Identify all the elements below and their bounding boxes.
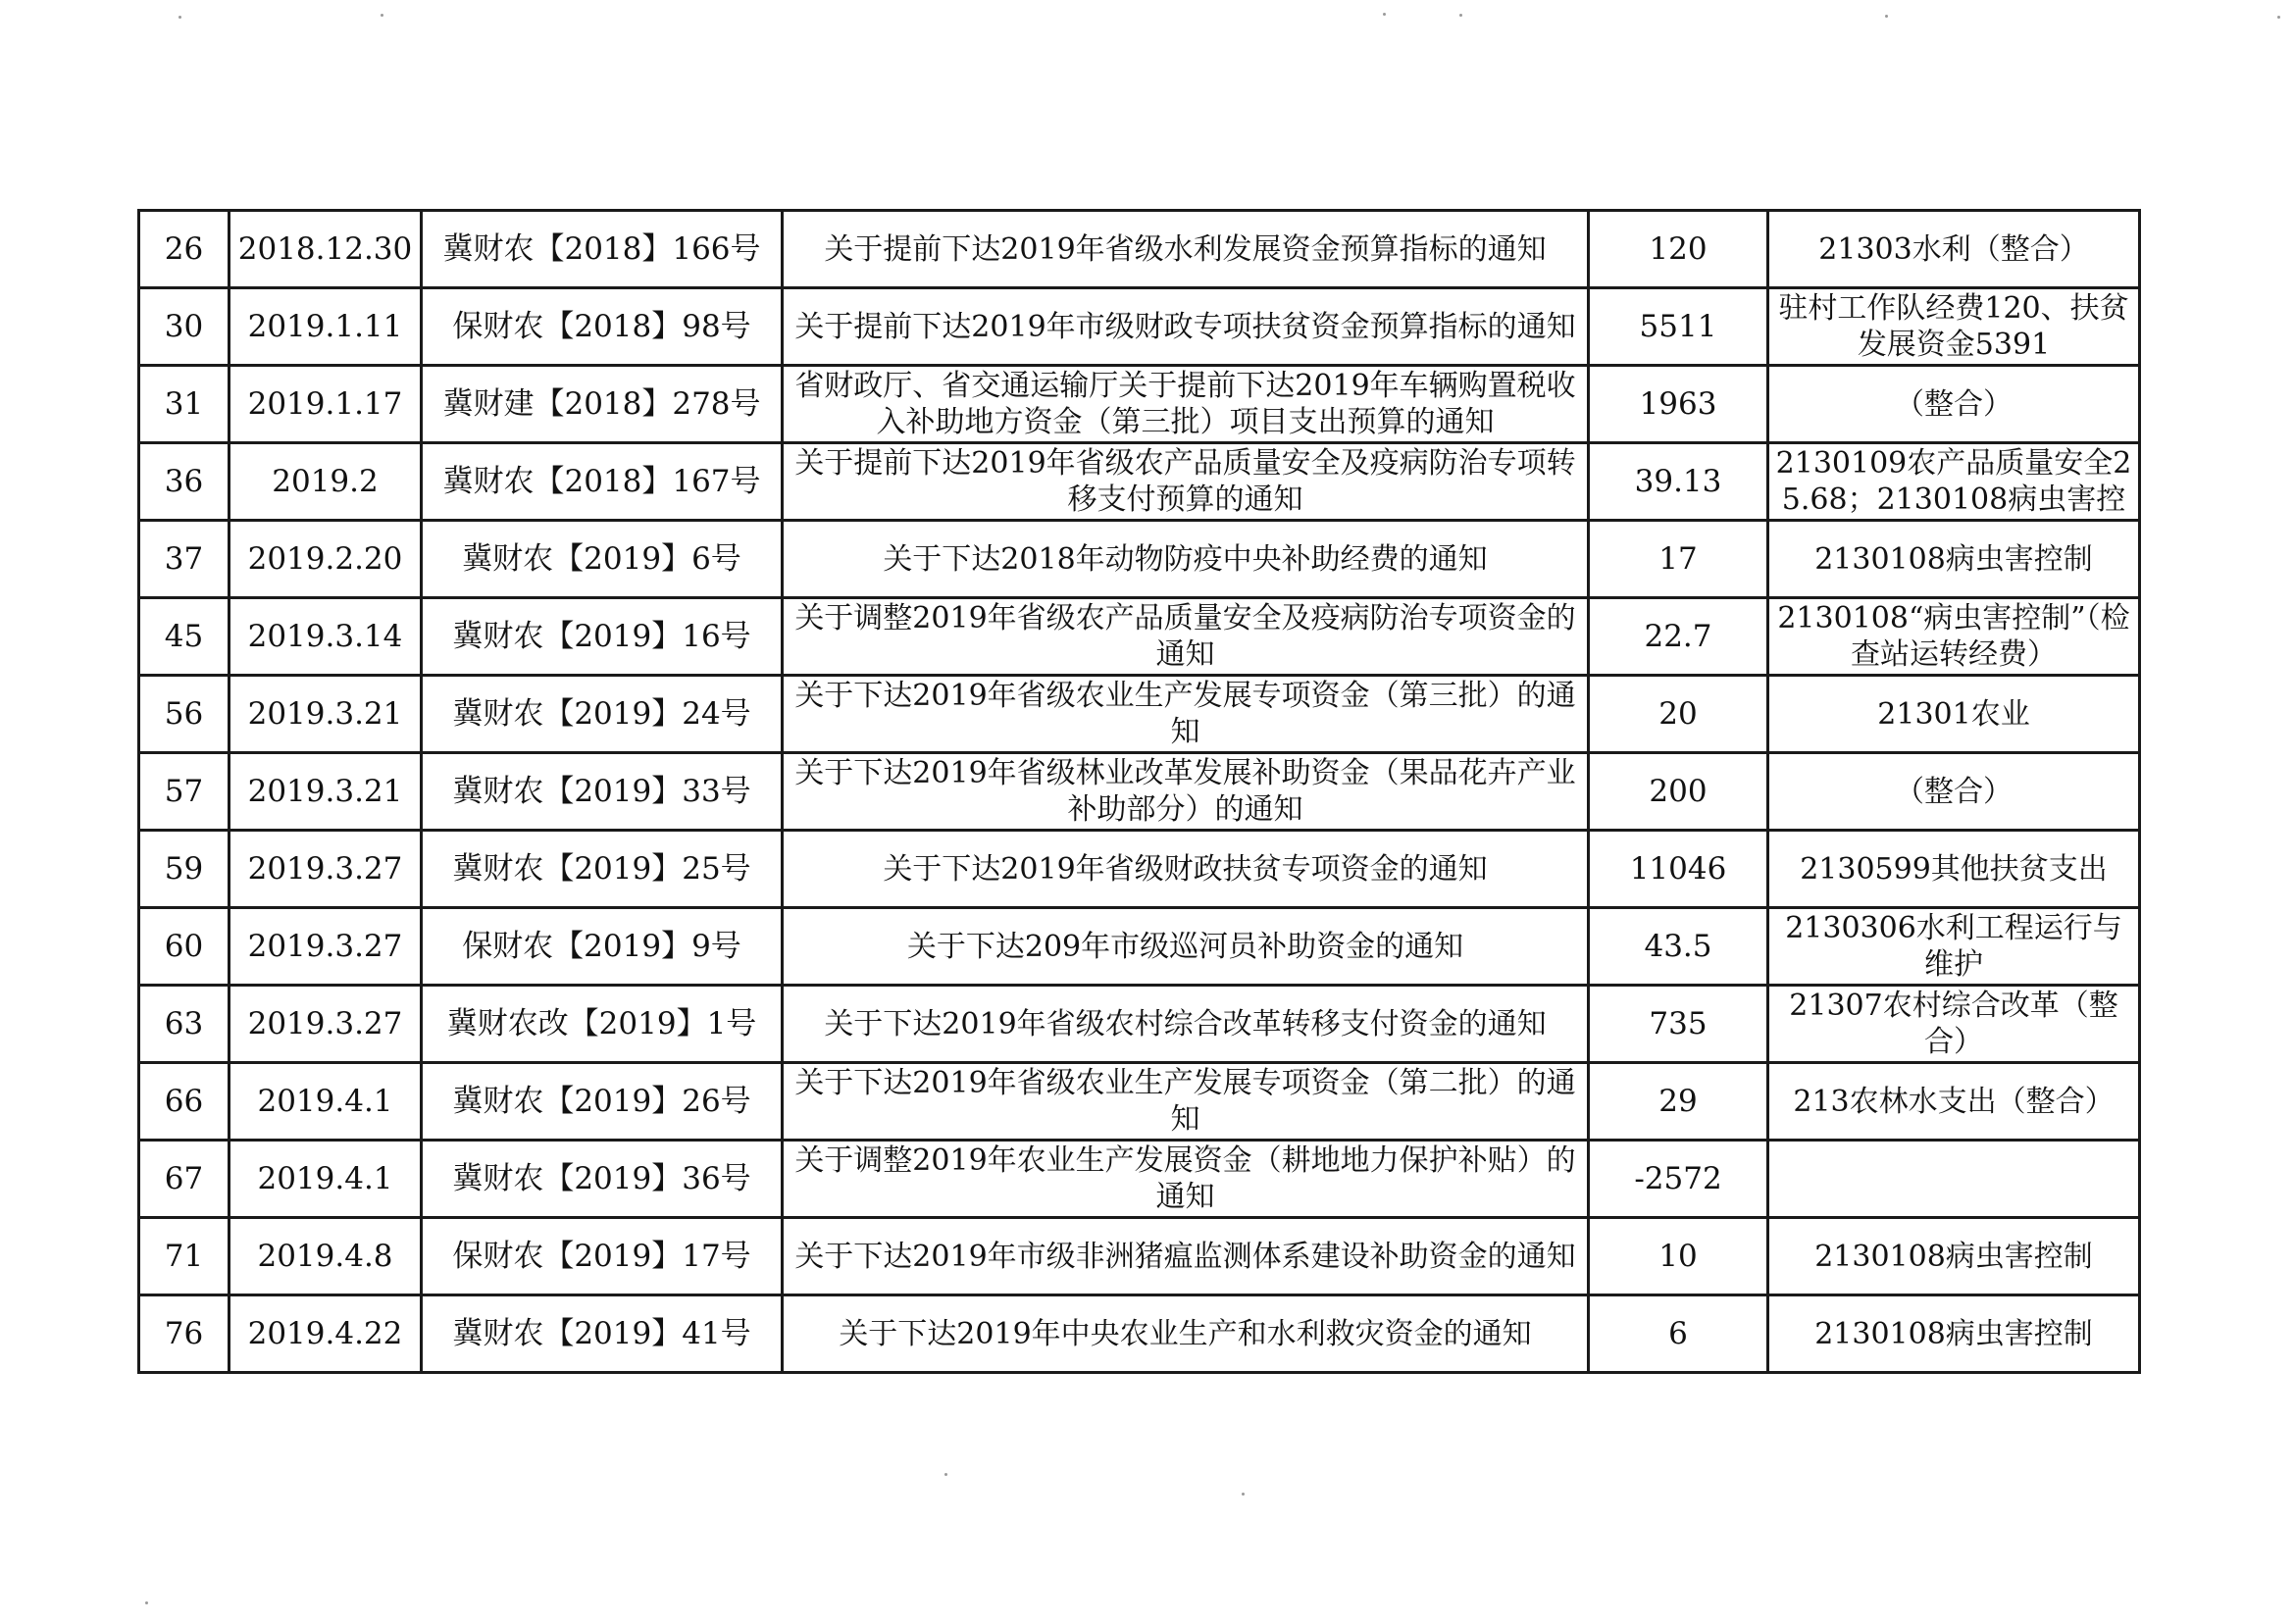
budget-category-cell xyxy=(1768,1141,2140,1218)
table-row xyxy=(139,986,2140,1063)
amount-cell: 10 xyxy=(1589,1218,1768,1295)
scan-speck xyxy=(2277,16,2280,19)
table-row xyxy=(139,676,2140,753)
row-number-cell: 71 xyxy=(139,1218,229,1295)
document-title-cell: 关于提前下达2019年市级财政专项扶贫资金预算指标的通知 xyxy=(783,288,1589,366)
budget-category-cell: 21303水利（整合） xyxy=(1768,211,2140,288)
scan-speck xyxy=(178,16,181,19)
row-number-cell: 37 xyxy=(139,521,229,598)
date-cell: 2019.2 xyxy=(229,443,422,521)
budget-document-table xyxy=(137,209,2141,1374)
scan-speck xyxy=(1242,1493,1245,1496)
row-number-cell: 30 xyxy=(139,288,229,366)
document-number-cell: 保财农【2019】9号 xyxy=(422,908,783,986)
scan-speck xyxy=(1885,15,1888,18)
row-number-cell: 56 xyxy=(139,676,229,753)
table-row xyxy=(139,366,2140,443)
table-row xyxy=(139,1295,2140,1373)
row-number-cell: 59 xyxy=(139,831,229,908)
amount-cell: 5511 xyxy=(1589,288,1768,366)
document-title-cell: 关于下达2019年省级农村综合改革转移支付资金的通知 xyxy=(783,986,1589,1063)
table-row xyxy=(139,1063,2140,1141)
scan-speck xyxy=(1383,13,1386,16)
budget-category-cell: 2130108病虫害控制 xyxy=(1768,521,2140,598)
amount-cell: 120 xyxy=(1589,211,1768,288)
amount-cell: 20 xyxy=(1589,676,1768,753)
date-cell: 2019.3.14 xyxy=(229,598,422,676)
document-number-cell: 冀财农改【2019】1号 xyxy=(422,986,783,1063)
row-number-cell: 36 xyxy=(139,443,229,521)
document-title-cell: 关于下达2019年市级非洲猪瘟监测体系建设补助资金的通知 xyxy=(783,1218,1589,1295)
document-number-cell: 保财农【2019】17号 xyxy=(422,1218,783,1295)
date-cell: 2018.12.30 xyxy=(229,211,422,288)
amount-cell: 200 xyxy=(1589,753,1768,831)
document-number-cell: 保财农【2018】98号 xyxy=(422,288,783,366)
date-cell: 2019.4.22 xyxy=(229,1295,422,1373)
document-number-cell: 冀财农【2019】36号 xyxy=(422,1141,783,1218)
document-title-cell: 关于调整2019年农业生产发展资金（耕地地力保护补贴）的通知 xyxy=(783,1141,1589,1218)
row-number-cell: 57 xyxy=(139,753,229,831)
table-row xyxy=(139,521,2140,598)
scan-speck xyxy=(381,14,383,17)
date-cell: 2019.3.27 xyxy=(229,908,422,986)
table-row xyxy=(139,288,2140,366)
document-number-cell: 冀财农【2019】25号 xyxy=(422,831,783,908)
table-row xyxy=(139,1141,2140,1218)
document-number-cell: 冀财建【2018】278号 xyxy=(422,366,783,443)
table-row xyxy=(139,598,2140,676)
document-title-cell: 关于下达2019年中央农业生产和水利救灾资金的通知 xyxy=(783,1295,1589,1373)
amount-cell: 43.5 xyxy=(1589,908,1768,986)
amount-cell: 6 xyxy=(1589,1295,1768,1373)
budget-category-cell: 2130108“病虫害控制”（检查站运转经费） xyxy=(1768,598,2140,676)
document-number-cell: 冀财农【2019】24号 xyxy=(422,676,783,753)
budget-category-cell: 21307农村综合改革（整合） xyxy=(1768,986,2140,1063)
document-title-cell: 关于下达209年市级巡河员补助资金的通知 xyxy=(783,908,1589,986)
table-row xyxy=(139,753,2140,831)
document-title-cell: 关于下达2019年省级林业改革发展补助资金（果品花卉产业补助部分）的通知 xyxy=(783,753,1589,831)
budget-category-cell: 2130306水利工程运行与维护 xyxy=(1768,908,2140,986)
date-cell: 2019.3.21 xyxy=(229,753,422,831)
row-number-cell: 45 xyxy=(139,598,229,676)
date-cell: 2019.2.20 xyxy=(229,521,422,598)
amount-cell: 22.7 xyxy=(1589,598,1768,676)
table-row xyxy=(139,831,2140,908)
amount-cell: 1963 xyxy=(1589,366,1768,443)
row-number-cell: 66 xyxy=(139,1063,229,1141)
table-row xyxy=(139,443,2140,521)
budget-category-cell: （整合） xyxy=(1768,753,2140,831)
date-cell: 2019.3.21 xyxy=(229,676,422,753)
budget-category-cell: 213农林水支出（整合） xyxy=(1768,1063,2140,1141)
document-number-cell: 冀财农【2019】41号 xyxy=(422,1295,783,1373)
row-number-cell: 76 xyxy=(139,1295,229,1373)
scan-speck xyxy=(944,1473,947,1476)
budget-category-cell: 2130108病虫害控制 xyxy=(1768,1218,2140,1295)
row-number-cell: 26 xyxy=(139,211,229,288)
document-number-cell: 冀财农【2018】166号 xyxy=(422,211,783,288)
amount-cell: 735 xyxy=(1589,986,1768,1063)
budget-category-cell: 21301农业 xyxy=(1768,676,2140,753)
scan-speck xyxy=(1459,14,1462,17)
document-title-cell: 关于提前下达2019年省级农产品质量安全及疫病防治专项转移支付预算的通知 xyxy=(783,443,1589,521)
scan-speck xyxy=(145,1601,148,1604)
budget-category-cell: （整合） xyxy=(1768,366,2140,443)
table-row xyxy=(139,211,2140,288)
row-number-cell: 31 xyxy=(139,366,229,443)
document-title-cell: 关于调整2019年省级农产品质量安全及疫病防治专项资金的通知 xyxy=(783,598,1589,676)
date-cell: 2019.3.27 xyxy=(229,831,422,908)
amount-cell: 39.13 xyxy=(1589,443,1768,521)
row-number-cell: 63 xyxy=(139,986,229,1063)
budget-category-cell: 2130599其他扶贫支出 xyxy=(1768,831,2140,908)
document-number-cell: 冀财农【2019】33号 xyxy=(422,753,783,831)
document-title-cell: 关于下达2019年省级农业生产发展专项资金（第二批）的通知 xyxy=(783,1063,1589,1141)
date-cell: 2019.4.1 xyxy=(229,1063,422,1141)
budget-category-cell: 驻村工作队经费120、扶贫发展资金5391 xyxy=(1768,288,2140,366)
table-row xyxy=(139,1218,2140,1295)
row-number-cell: 67 xyxy=(139,1141,229,1218)
date-cell: 2019.1.11 xyxy=(229,288,422,366)
budget-category-cell: 2130108病虫害控制 xyxy=(1768,1295,2140,1373)
row-number-cell: 60 xyxy=(139,908,229,986)
budget-category-cell: 2130109农产品质量安全25.68；2130108病虫害控 xyxy=(1768,443,2140,521)
document-title-cell: 省财政厅、省交通运输厅关于提前下达2019年车辆购置税收入补助地方资金（第三批）项目支出预算的通知 xyxy=(783,366,1589,443)
date-cell: 2019.3.27 xyxy=(229,986,422,1063)
date-cell: 2019.4.8 xyxy=(229,1218,422,1295)
date-cell: 2019.4.1 xyxy=(229,1141,422,1218)
amount-cell: 11046 xyxy=(1589,831,1768,908)
amount-cell: -2572 xyxy=(1589,1141,1768,1218)
document-title-cell: 关于下达2018年动物防疫中央补助经费的通知 xyxy=(783,521,1589,598)
document-number-cell: 冀财农【2019】26号 xyxy=(422,1063,783,1141)
table-row xyxy=(139,908,2140,986)
document-title-cell: 关于下达2019年省级农业生产发展专项资金（第三批）的通知 xyxy=(783,676,1589,753)
document-title-cell: 关于提前下达2019年省级水利发展资金预算指标的通知 xyxy=(783,211,1589,288)
amount-cell: 17 xyxy=(1589,521,1768,598)
document-number-cell: 冀财农【2019】6号 xyxy=(422,521,783,598)
document-title-cell: 关于下达2019年省级财政扶贫专项资金的通知 xyxy=(783,831,1589,908)
document-number-cell: 冀财农【2019】16号 xyxy=(422,598,783,676)
document-number-cell: 冀财农【2018】167号 xyxy=(422,443,783,521)
date-cell: 2019.1.17 xyxy=(229,366,422,443)
amount-cell: 29 xyxy=(1589,1063,1768,1141)
